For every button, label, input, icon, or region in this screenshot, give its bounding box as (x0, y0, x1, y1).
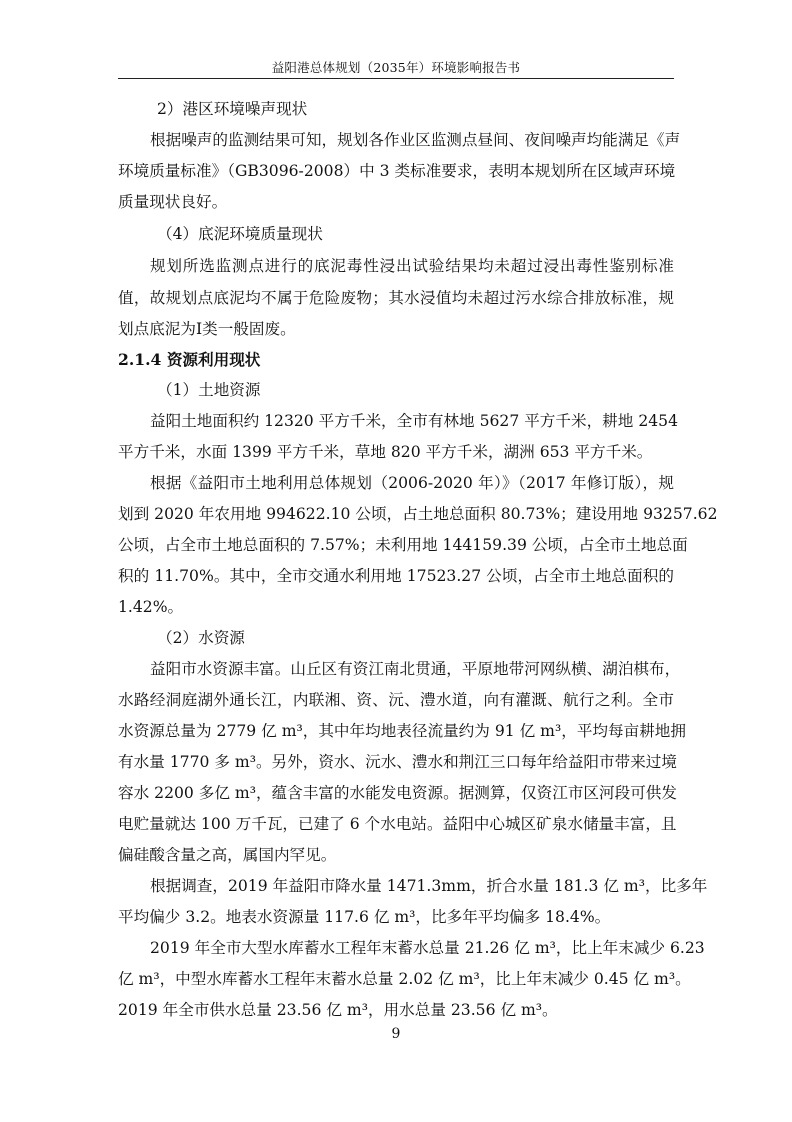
header-rule (118, 78, 674, 79)
paragraph-line: 偏硅酸含量之高，属国内罕见。 (118, 846, 337, 864)
running-header: 益阳港总体规划（2035年）环境影响报告书 (271, 60, 521, 75)
paragraph-line: 质量现状良好。 (118, 193, 228, 211)
paragraph-line: 水路经洞庭湖外通长江，内联湘、资、沅、澧水道，向有灌溉、航行之利。全市 (118, 691, 674, 709)
paragraph-line: 根据《益阳市土地利用总体规划（2006-2020 年）》（2017 年修订版），规 (150, 474, 674, 492)
paragraph-line: 2019 年全市供水总量 23.56 亿 m³，用水总量 23.56 亿 m³。 (118, 1001, 558, 1019)
paragraph-line: 益阳土地面积约 12320 平方千米，全市有林地 5627 平方千米，耕地 2454 (150, 412, 679, 430)
paragraph-line: 平均偏少 3.2。地表水资源量 117.6 亿 m³，比多年平均偏多 18.4%。 (118, 908, 611, 926)
paragraph-line: 2019 年全市大型水库蓄水工程年末蓄水总量 21.26 亿 m³，比上年末减少 6.23 (150, 939, 705, 957)
paragraph-line: 益阳市水资源丰富。山丘区有资江南北贯通，平原地带河网纵横、湖泊棋布， (150, 660, 681, 678)
paragraph-line: 值，故规划点底泥均不属于危险废物；其水浸值均未超过污水综合排放标准，规 (118, 289, 674, 307)
paragraph-line: 平方千米，水面 1399 平方千米，草地 820 平方千米，湖洲 653 平方千米。 (118, 443, 653, 461)
paragraph-line: 环境质量标准》（GB3096-2008）中 3 类标准要求，表明本规划所在区域声环境 (118, 162, 676, 180)
paragraph-line: 规划所选监测点进行的底泥毒性浸出试验结果均未超过浸出毒性鉴别标准 (150, 257, 674, 275)
paragraph-line: 公顷，占全市土地总面积的 7.57%；未利用地 144159.39 公顷，占全市土地总面 (118, 536, 688, 554)
paragraph-line: 根据噪声的监测结果可知，规划各作业区监测点昼间、夜间噪声均能满足《声 (150, 131, 681, 149)
paragraph-line: 水资源总量为 2779 亿 m³，其中年均地表径流量约为 91 亿 m³，平均每亩耕地拥 (118, 722, 686, 740)
paragraph-line: 划到 2020 年农用地 994622.10 公顷，占土地总面积 80.73%；建设用地 93257.62 (118, 505, 718, 523)
paragraph-line: 1.42%。 (118, 598, 184, 616)
paragraph-line: 划点底泥为I类一般固废。 (118, 320, 296, 338)
subsection-heading: （2）水资源 (157, 629, 245, 647)
paragraph-line: 积的 11.70%。其中，全市交通水利用地 17523.27 公顷，占全市土地总面积的 (118, 567, 674, 585)
page-number: 9 (391, 1026, 401, 1042)
section-heading: 2.1.4 资源利用现状 (118, 350, 261, 369)
paragraph-line: 根据调查，2019 年益阳市降水量 1471.3mm，折合水量 181.3 亿 m³，比多年 (150, 877, 708, 895)
subsection-heading: （1）土地资源 (157, 381, 261, 399)
subsection-heading: （4）底泥环境质量现状 (157, 225, 323, 243)
paragraph-line: 亿 m³，中型水库蓄水工程年末蓄水总量 2.02 亿 m³，比上年末减少 0.45 亿 m³。 (118, 970, 691, 988)
paragraph-line: 电贮量就达 100 万千瓦，已建了 6 个水电站。益阳中心城区矿泉水储量丰富，且 (118, 815, 677, 833)
subsection-heading: 2）港区环境噪声现状 (157, 100, 308, 118)
paragraph-line: 容水 2200 多亿 m³，蕴含丰富的水能发电资源。据测算，仅资江市区河段可供发 (118, 784, 677, 802)
paragraph-line: 有水量 1770 多 m³。另外，资水、沅水、澧水和荆江三口每年给益阳市带来过境 (118, 753, 677, 771)
